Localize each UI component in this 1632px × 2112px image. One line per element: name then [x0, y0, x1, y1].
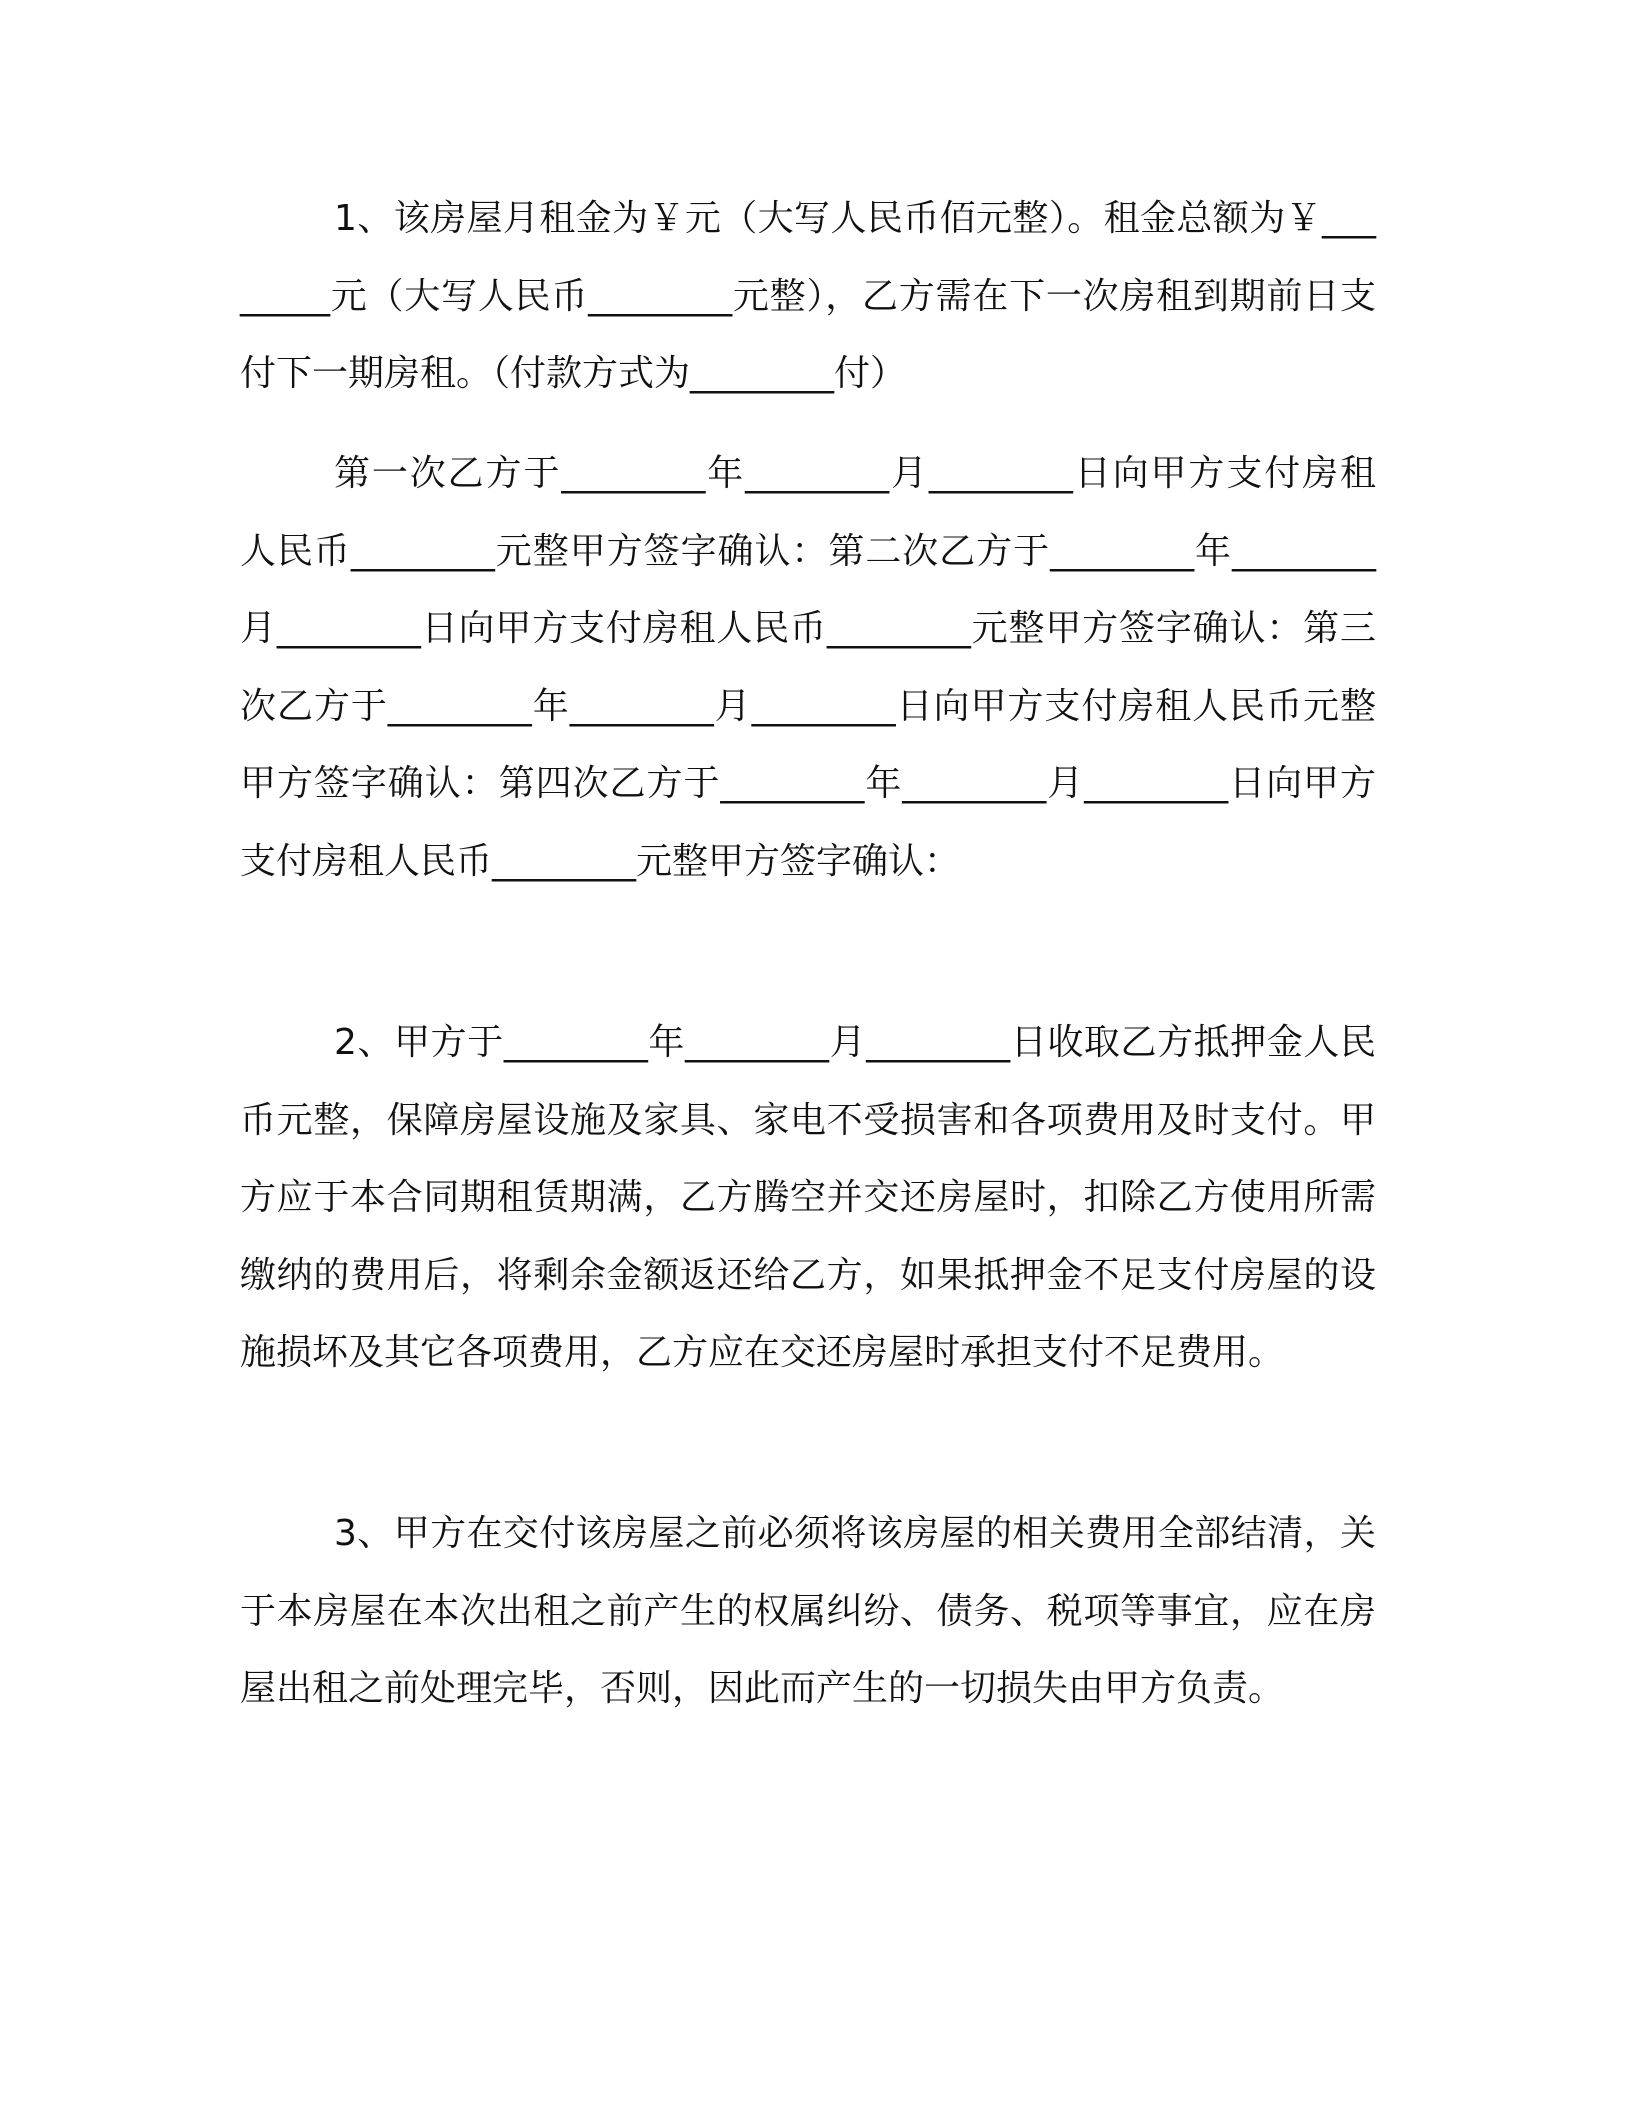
- rent-payment-schedule: 第一次乙方于________年________月________日向甲方支付房租人民币________元整甲方签字确认：第二次乙方于________年________月________日向甲方支付房租人民币________元整甲方签字确认：第三次乙方于________年________月________日向甲方支付房租人民币元整甲方签字确认：第四次乙方于________年________月________日向甲方支付房租人民币________元整甲方签字确认：: [240, 453, 1376, 882]
- clause-1-rent-amount: 1、该房屋月租金为￥元（大写人民币佰元整）。租金总额为￥________元（大写人民币________元整），乙方需在下一次房租到期前日支付下一期房租。（付款方式为________付）: [240, 198, 1376, 394]
- clause-2-deposit: 2、甲方于________年________月________日收取乙方抵押金人民币元整，保障房屋设施及家具、家电不受损害和各项费用及时支付。甲方应于本合同期租赁期满，乙方腾空并交还房屋时，扣除乙方使用所需缴纳的费用后，将剩余金额返还给乙方，如果抵押金不足支付房屋的设施损坏及其它各项费用，乙方应在交还房屋时承担支付不足费用。: [240, 1022, 1376, 1373]
- clause-3-fees-settlement: 3、甲方在交付该房屋之前必须将该房屋的相关费用全部结清，关于本房屋在本次出租之前产生的权属纠纷、债务、税项等事宜，应在房屋出租之前处理完毕，否则，因此而产生的一切损失由甲方负责。: [240, 1513, 1376, 1709]
